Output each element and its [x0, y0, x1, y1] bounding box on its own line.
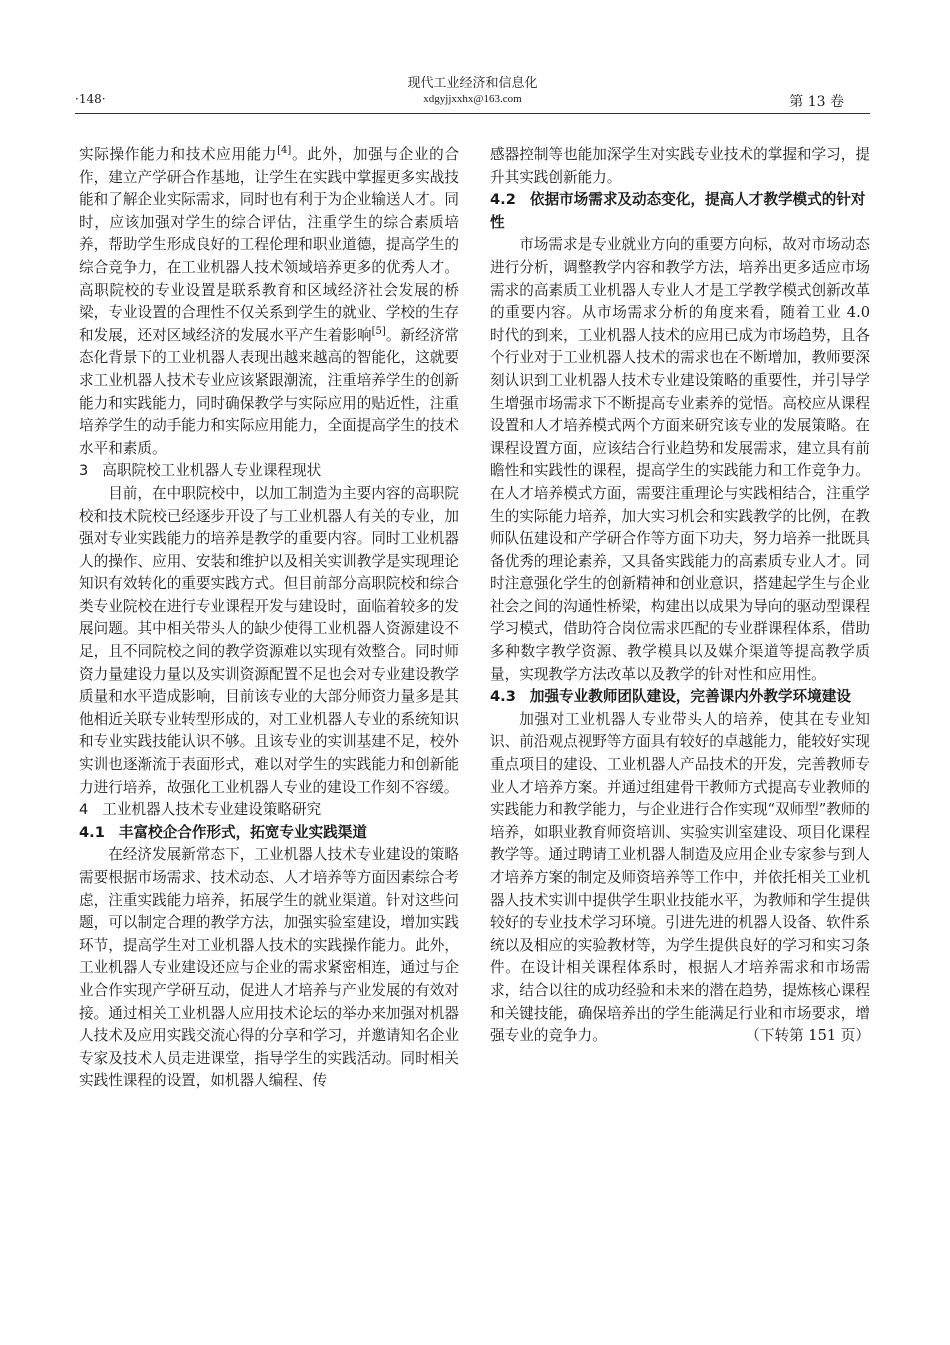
section-number: 4 [79, 801, 89, 819]
left-column [79, 144, 459, 1093]
section-number: 3 [79, 462, 89, 480]
right-column [490, 144, 870, 1048]
paragraph [490, 709, 870, 1048]
section-number: 4.1 [79, 823, 105, 841]
text-run: 。新经济常态化背景下的工业机器人表现出越来越高的智能化，这就要求工业机器人技术专业应该紧跟潮流，注重培养学生的创新能力和实践能力，同时确保教学与实际应用的贴近性，注重培养学生的动手能力和实际应用能力，全面提高学生的技术水平和素质。 [79, 326, 459, 457]
paragraph: 目前，在中职院校中，以加工制造为主要内容的高职院校和技术院校已经逐步开设了与工业机器人有关的专业，加强对专业实践能力的培养是教学的重要内容。同时工业机器人的操作、应用、安装和维护以及相关实训教学是实现理论知识有效转化的重要实践方式。但目前部分高职院校和综合类专业院校在进行专业课程开发与建设时，面临着较多的发展问题。其中相关带头人的缺少使得工业机器人资源建设不足，且不同院校之间的教学资源难以实现有效整合。同时师资力量建设力量以及实训资源配置不足也会对专业建设教学质量和水平造成影响，目前该专业的大部分师资力量多是其他相近关联专业转型形成的，对工业机器人专业的系统知识和专业实践技能认识不够。且该专业的实训基建不足，校外实训也逐渐流于表面形式，难以对学生的实践能力和创新能力进行培养，故强化工业机器人专业的建设工作刻不容缓。 [79, 484, 459, 796]
paragraph [79, 144, 459, 460]
section-title: 高职院校工业机器人专业课程现状 [102, 462, 322, 480]
section-heading [79, 799, 459, 822]
text-run: 实际操作能力和技术应用能力 [79, 146, 278, 163]
subsection-heading [490, 686, 870, 709]
subsection-heading [79, 822, 459, 845]
page-number: ·148· [75, 92, 106, 106]
section-title: 工业机器人技术专业建设策略研究 [102, 801, 322, 819]
section-title: 加强专业教师团队建设，完善课内外教学环境建设 [529, 688, 851, 706]
page-header [75, 76, 870, 112]
section-heading [79, 460, 459, 483]
text-run: 。此外，加强与企业的合作，建立产学研合作基地，让学生在实践中掌握更多实战技能和了解企业实际需求，同时也有利于为企业输送人才。同时，应该加强对学生的综合评估，注重学生的综合素质培养，帮助学生形成良好的工程伦理和职业道德，提高学生的综合竞争力，在工业机器人技术领域培养更多的优秀人才。高职院校的专业设置是联系教育和区域经济社会发展的桥梁，专业设置的合理性不仅关系到学生的就业、学校的生存和发展，还对区域经济的发展水平产生着影响 [79, 146, 459, 344]
section-title: 丰富校企合作形式，拓宽专业实践渠道 [118, 823, 367, 841]
paragraph: 在经济发展新常态下，工业机器人技术专业建设的策略需要根据市场需求、技术动态、人才培养等方面因素综合考虑，注重实践能力培养，拓展学生的就业渠道。针对这些问题，可以制定合理的教学方法，加强实验室建设，增加实践环节，提高学生对工业机器人技术的实践操作能力。此外，工业机器人专业建设还应与企业的需求紧密相连，通过与企业合作实现产学研互动，促进人才培养与产业发展的有效对接。通过相关工业机器人应用技术论坛的举办来加强对机器人技术及应用实践交流心得的分享和学习，并邀请知名企业专家及技术人员走进课堂，指导学生的实践活动。同时相关实践性课程的设置，如机器人编程、传 [79, 846, 459, 1090]
text-run: 加强对工业机器人专业带头人的培养，使其在专业知识、前沿观点视野等方面具有较好的卓越能力，能较好实现重点项目的建设、工业机器人产品技术的开发，完善教师专业人才培养方案。并通过组建骨干教师方式提高专业教师的实践能力和教学能力，与企业进行合作实现“双师型”教师的培养，如职业教育师资培训、实验实训室建设、项目化课程教学等。通过聘请工业机器人制造及应用企业专家参与到人才培养方案的制定及师资培养等工作中，并依托相关工业机器人技术实训中提供学生职业技能水平，为教师和学生提供较好的专业技术学习环境。引进先进的机器人设备、软件系统以及相应的实验教材等，为学生提供良好的学习和实习条件。在设计相关课程体系时，根据人才培养需求和市场需求，结合以往的成功经验和未来的潜在趋势，提炼核心课程和关键技能，确保培养出的学生能满足行业和市场要求，增强专业的竞争力。 [490, 710, 870, 1045]
journal-email: xdgyjjxxhx@163.com [423, 93, 522, 105]
volume-label: 第 13 卷 [789, 94, 844, 110]
section-number: 4.2 [490, 191, 516, 209]
section-number: 4.3 [490, 688, 516, 706]
header-rule [75, 113, 870, 114]
continued-note: （下转第 151 页） [745, 1027, 870, 1045]
section-title: 依据市场需求及动态变化，提高人才教学模式的针对性 [490, 191, 866, 231]
journal-title: 现代工业经济和信息化 [407, 76, 538, 91]
citation: [4] [277, 145, 292, 157]
subsection-heading [490, 189, 870, 234]
paragraph: 市场需求是专业就业方向的重要方向标，故对市场动态进行分析，调整教学内容和教学方法，培养出更多适应市场需求的高素质工业机器人专业人才是工学教学模式创新改革的重要内容。从市场需求分析的角度来看，随着工业 4.0 时代的到来，工业机器人技术的应用已成为市场趋势，且各个行业对于工业机器人技术的需求也在不断增加，教师要深刻认识到工业机器人技术专业建设策略的重要性，并引导学生增强市场需求下不断提高专业素养的觉悟。高校应从课程设置和人才培养模式两个方面来研究该专业的发展策略。在课程设置方面，应该结合行业趋势和发展需求，建立具有前瞻性和实践性的课程，提高学生的实践能力和工作竞争力。在人才培养模式方面，需要注重理论与实践相结合，注重学生的实际能力培养，加大实习机会和实践教学的比例，在教师队伍建设和产学研合作等方面下功夫，努力培养一批既具备优秀的理论素养，又具备实践能力的高素质专业人才。同时注意强化学生的创新精神和创业意识，搭建起学生与企业社会之间的沟通性桥梁，构建出以成果为导向的驱动型课程学习模式，借助符合岗位需求匹配的专业群课程体系，借助多种数字教学资源、教学模具以及媒介渠道等提高教学质量，实现教学方法改革以及教学的针对性和应用性。 [490, 236, 870, 683]
paragraph: 感器控制等也能加深学生对实践专业技术的掌握和学习，提升其实践创新能力。 [490, 146, 870, 186]
citation: [5] [371, 325, 386, 337]
